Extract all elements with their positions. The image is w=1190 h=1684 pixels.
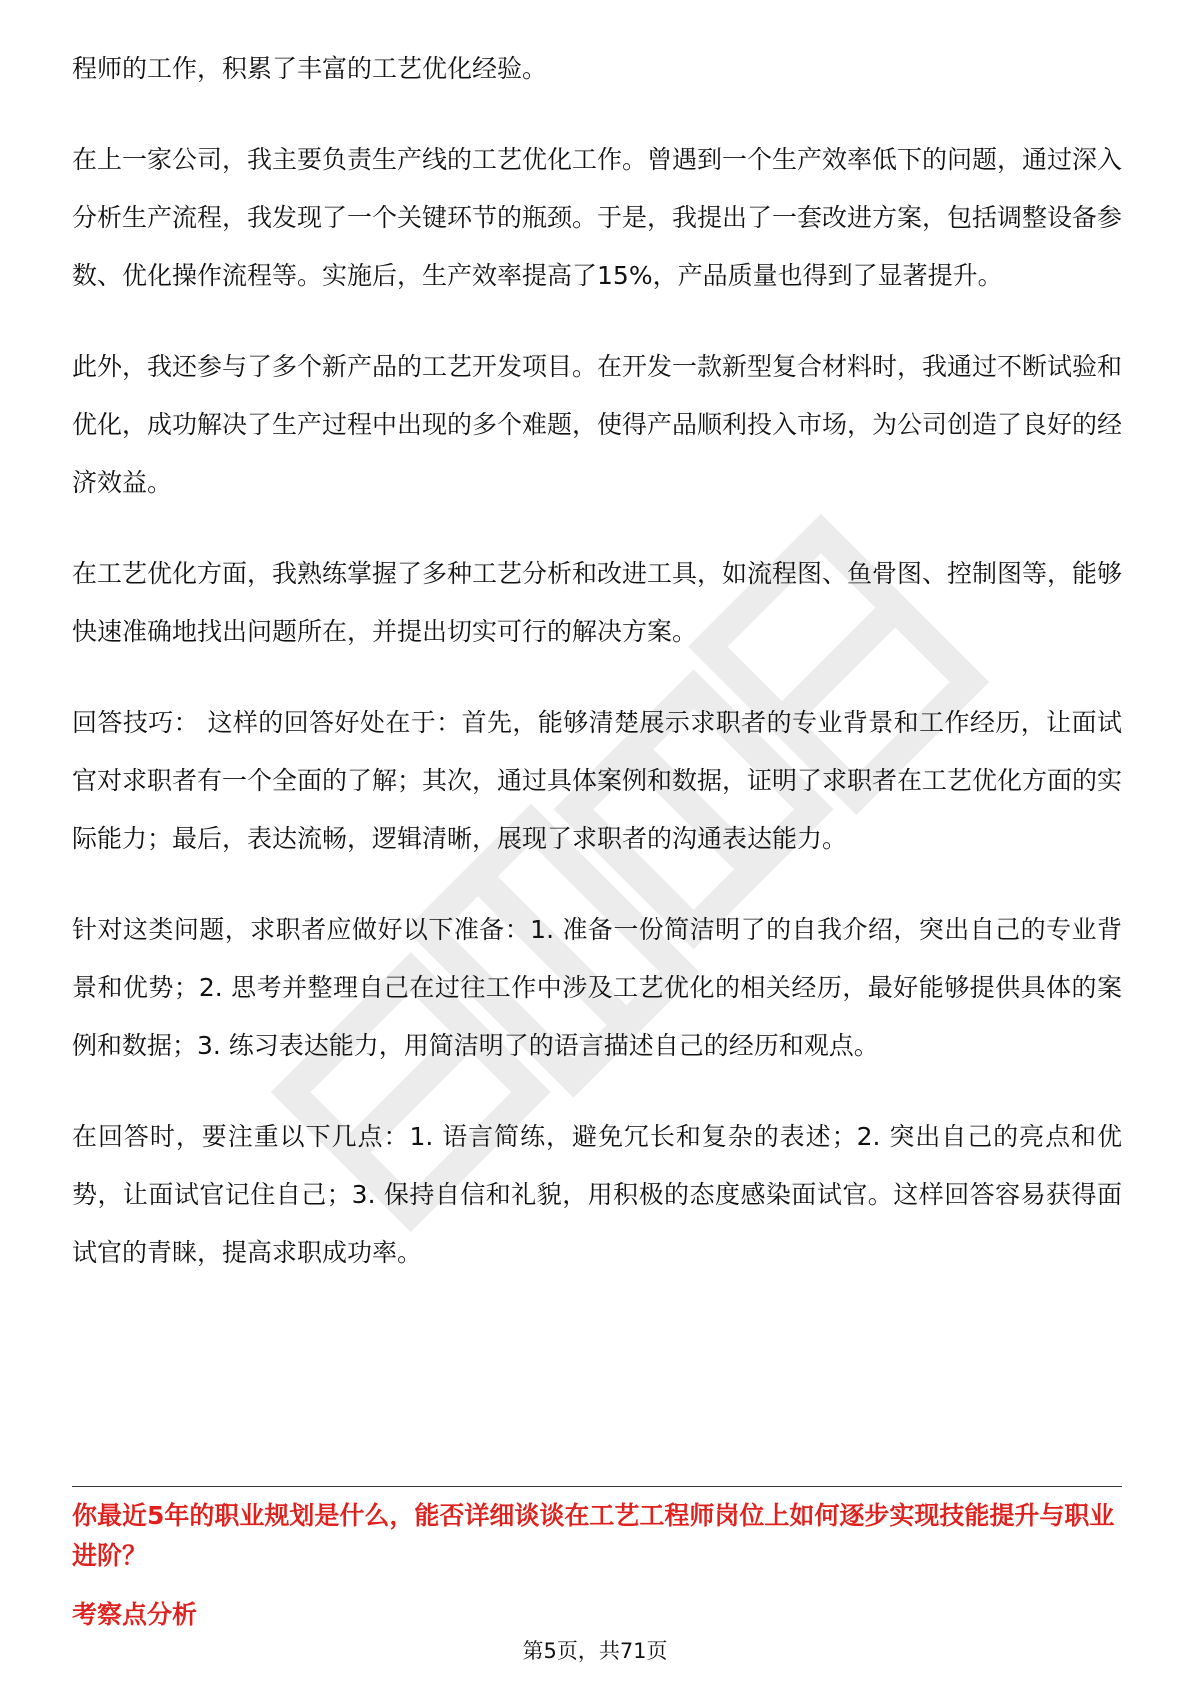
paragraph: 程师的工作，积累了丰富的工艺优化经验。	[72, 54, 548, 83]
analysis-section-title: 考察点分析	[72, 1600, 198, 1629]
paragraph: 在上一家公司，我主要负责生产线的工艺优化工作。曾遇到一个生产效率低下的问题，通过深入分析生产流程，我发现了一个关键环节的瓶颈。于是，我提出了一套改进方案，包括调整设备参数、优化操作流程等。实施后，生产效率提高了15%，产品质量也得到了显著提升。	[72, 145, 1123, 290]
page-number-footer: 第5页，共71页	[522, 1639, 668, 1663]
section-divider	[72, 1486, 1122, 1487]
paragraph: 在工艺优化方面，我熟练掌握了多种工艺分析和改进工具，如流程图、鱼骨图、控制图等，能够快速准确地找出问题所在，并提出切实可行的解决方案。	[72, 559, 1123, 646]
preparation-paragraph: 针对这类问题，求职者应做好以下准备：1. 准备一份简洁明了的自我介绍，突出自己的专业背景和优势；2. 思考并整理自己在过往工作中涉及工艺优化的相关经历，最好能够提供具体的案例和数据；3. 练习表达能力，用简洁明了的语言描述自己的经历和观点。	[72, 915, 1122, 1060]
paragraph: 此外，我还参与了多个新产品的工艺开发项目。在开发一款新型复合材料时，我通过不断试验和优化，成功解决了生产过程中出现的多个难题，使得产品顺利投入市场，为公司创造了良好的经济效益。	[72, 352, 1123, 497]
answer-notes-paragraph: 在回答时，要注重以下几点：1. 语言简练，避免冗长和复杂的表述；2. 突出自己的亮点和优势，让面试官记住自己；3. 保持自信和礼貌，用积极的态度感染面试官。这样回答容易获得面试官的青睐，提高求职成功率。	[72, 1122, 1122, 1267]
answer-tips-paragraph: 回答技巧： 这样的回答好处在于：首先，能够清楚展示求职者的专业背景和工作经历，让面试官对求职者有一个全面的了解；其次，通过具体案例和数据，证明了求职者在工艺优化方面的实际能力；最后，表达流畅，逻辑清晰，展现了求职者的沟通表达能力。	[72, 708, 1123, 853]
document-body	[72, 40, 1122, 1315]
question-heading: 你最近5年的职业规划是什么，能否详细谈谈在工艺工程师岗位上如何逐步实现技能提升与职业进阶？	[72, 1501, 1115, 1570]
